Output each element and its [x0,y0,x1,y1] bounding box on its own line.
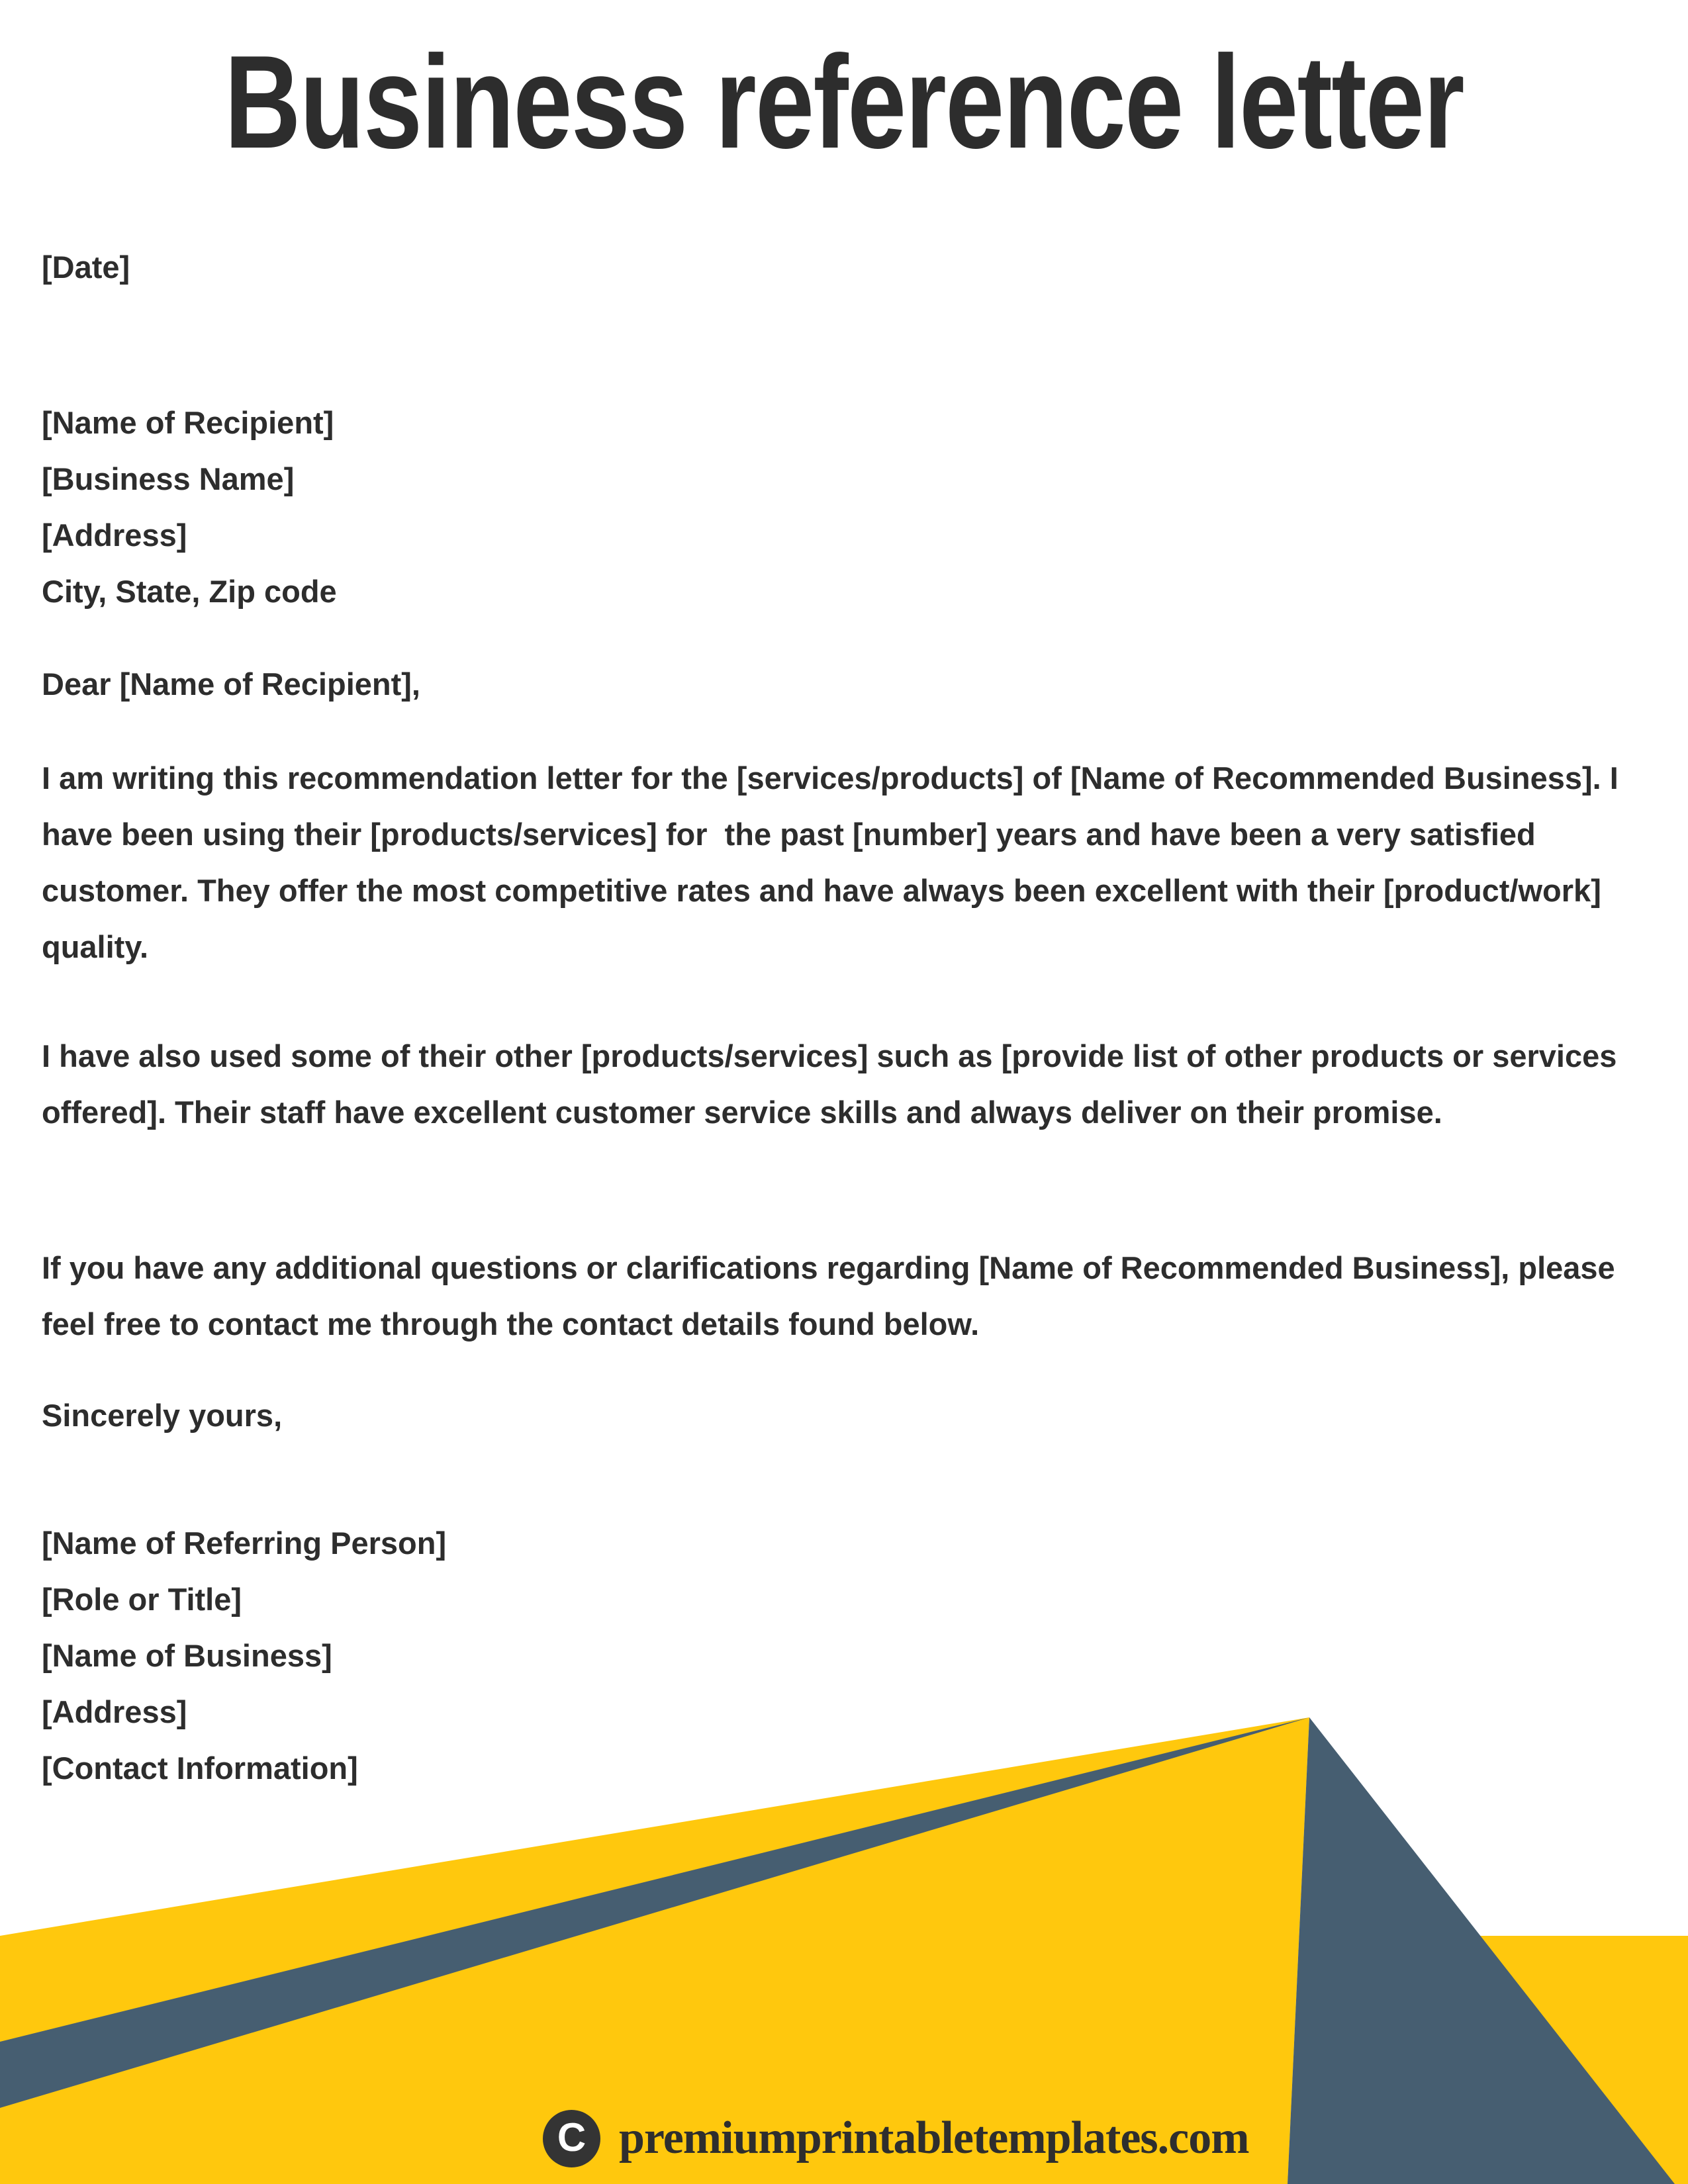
paragraph-2-text: I have also used some of their other [products/services] such as [provide list of other products or services offered]. Their staff have excellent customer service skills and always deliver on their promise. [42,1038,1626,1130]
footer [543,2109,1249,2167]
signature-role-line: [Role or Title] [42,1582,242,1617]
paragraph-1-text: I am writing this recommendation letter for the [services/products] of [Name of Recommended Business]. I have been using their [products/services] for the past [number] years and have been a very satisfied customer. They offer the most competitive rates and have always been excellent with their [product/work] quality. [42,760,1627,964]
recipient-business-line: [Business Name] [42,461,295,496]
paragraph-1 [42,750,1662,975]
footer-website: premiumprintabletemplates.com [619,2113,1249,2163]
recipient-name-line: [Name of Recipient] [42,405,334,440]
date-block [42,239,1662,295]
closing-block [42,1387,1662,1443]
copyright-icon [543,2110,600,2167]
signature-address-line: [Address] [42,1694,187,1729]
paragraph-3 [42,1240,1662,1352]
salutation-line: Dear [Name of Recipient], [42,666,420,702]
date-placeholder: [Date] [42,250,130,285]
closing-line: Sincerely yours, [42,1398,283,1433]
page-title: Business reference letter [224,28,1464,176]
signature-block [42,1515,1662,1796]
recipient-address-line: [Address] [42,518,187,553]
salutation-block [42,656,1662,712]
copyright-letter: C [557,2115,586,2160]
signature-contact-line: [Contact Information] [42,1751,358,1786]
recipient-city-line: City, State, Zip code [42,574,337,609]
recipient-block [42,394,1662,619]
signature-name-line: [Name of Referring Person] [42,1525,447,1561]
paragraph-3-text: If you have any additional questions or clarifications regarding [Name of Recommended Business], please feel free to contact me through the contact details found below. [42,1250,1624,1342]
paragraph-2 [42,1028,1662,1140]
signature-business-line: [Name of Business] [42,1638,332,1673]
